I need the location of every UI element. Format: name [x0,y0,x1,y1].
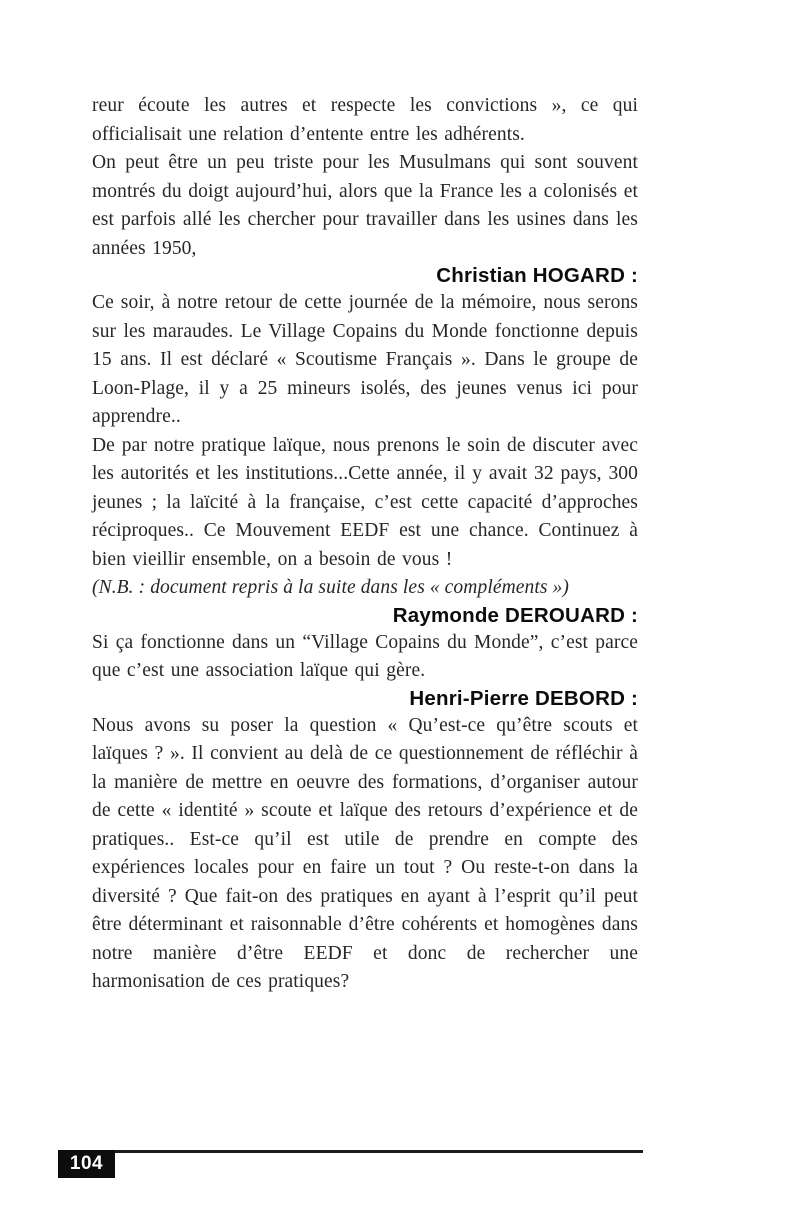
page-number: 104 [69,1153,104,1174]
nb-note: (N.B. : document repris à la suite dans les « compléments ») [92,577,569,598]
debord-paragraph-1: Nous avons su poser la question « Qu’est-ce qu’être scouts et laïques ? ». Il convient au delà de ce questionnement de réfléchir à la manière de mettre en oeuvre des formations, d’organiser autour de cette « identité » scoute et laïque des retours d’expérience et de pratiques.. Est-ce qu’il est utile de prendre en compte des expériences locales pour en faire un tout ? Ou reste-t-on dans la diversité ? Que fait-on des pratiques en ayant à l’esprit qu’il peut être déterminant et raisonnable d’être cohérents et homogènes dans notre manière d’être EEDF et donc de rechercher une harmonisation de ces pratiques? [92,714,638,992]
speaker-heading-raymonde-derouard: Raymonde DEROUARD : [392,603,638,627]
page-number-badge [58,1150,115,1178]
hogard-paragraph-2: De par notre pratique laïque, nous prenons le soin de discuter avec les autorités et les institutions...Cette année, il y avait 32 pays, 300 jeunes ; la laïcité à la française, c’est cette capacité d’approches réciproques.. Ce Mouvement EEDF est une chance. Continuez à bien vieillir ensemble, on a besoin de vous ! [92,434,638,570]
text-block [92,92,638,997]
footer-rule [58,1150,643,1153]
intro-paragraph-2: On peut être un peu triste pour les Musulmans qui sont souvent montrés du doigt aujourd’hui, alors que la France les a colonisés et est parfois allé les chercher pour travailler dans les usines dans les années 1950, [92,152,638,259]
intro-paragraph-1: reur écoute les autres et respecte les convictions », ce qui officialisait une relation d’entente entre les adhérents. [92,95,638,145]
speaker-heading-henri-pierre-debord: Henri-Pierre DEBORD : [409,686,638,710]
hogard-paragraph-1: Ce soir, à notre retour de cette journée de la mémoire, nous serons sur les maraudes. Le Village Copains du Monde fonctionne depuis 15 ans. Il est déclaré « Scoutisme Français ». Dans le groupe de Loon-Plage, il y a 25 mineurs isolés, des jeunes venus ici pour apprendre.. [92,292,638,427]
speaker-heading-christian-hogard: Christian HOGARD : [436,264,638,287]
derouard-paragraph-1: Si ça fonctionne dans un “Village Copains du Monde”, c’est parce que c’est une association laïque qui gère. [92,631,638,681]
